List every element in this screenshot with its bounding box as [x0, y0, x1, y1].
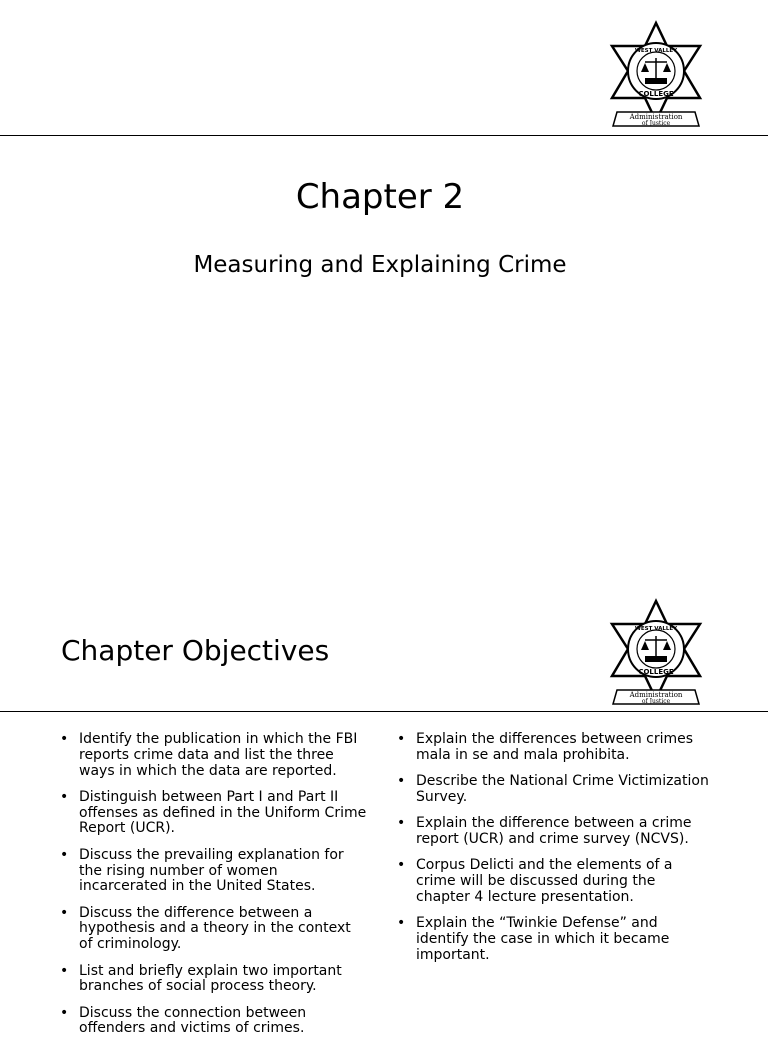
logo-bottom-text: COLLEGE	[638, 668, 674, 676]
objectives-slide	[0, 592, 768, 1037]
bullet: •	[397, 731, 406, 747]
logo-banner-line2: of Justice	[641, 120, 671, 127]
objective-text: Describe the National Crime Victimization Survey.	[416, 773, 709, 805]
bullet: •	[60, 962, 69, 979]
objective-item	[60, 848, 368, 895]
objectives-left-column	[60, 732, 368, 1048]
bullet: •	[60, 1004, 69, 1021]
slide-title: Chapter Objectives	[61, 634, 330, 667]
objective-text: Identify the publication in which the FBI reports crime data and list the three ways in which the data are reported.	[79, 731, 358, 779]
objective-text: Explain the difference between a crime report (UCR) and crime survey (NCVS).	[416, 815, 692, 847]
bullet: •	[397, 815, 406, 832]
objective-text: Distinguish between Part I and Part II offenses as defined in the Uniform Crime Report (UCR).	[79, 788, 367, 837]
objective-item	[60, 1006, 368, 1038]
west-valley-college-badge-icon	[607, 598, 705, 710]
bullet: •	[397, 773, 406, 790]
objective-text: Discuss the prevailing explanation for the rising number of women incarcerated in the United States.	[79, 846, 344, 895]
objective-item	[397, 774, 712, 806]
logo-banner-line1: Administration	[629, 113, 683, 121]
objective-item	[397, 732, 712, 764]
logo-top-text: WEST VALLEY	[634, 48, 678, 54]
objective-item	[397, 858, 712, 905]
objective-item	[397, 916, 712, 963]
objective-text: Corpus Delicti and the elements of a crime will be discussed during the chapter 4 lecture presentation.	[416, 857, 673, 905]
bullet: •	[397, 915, 406, 932]
objective-text: Explain the differences between crimes mala in se and mala prohibita.	[416, 731, 694, 763]
header-divider	[0, 711, 768, 712]
west-valley-college-badge-icon	[607, 20, 705, 132]
objectives-right-column	[397, 732, 712, 974]
objective-item	[60, 790, 368, 837]
college-logo	[607, 20, 705, 132]
logo-banner-line1: Administration	[629, 691, 683, 699]
slide-subtitle: Measuring and Explaining Crime	[193, 252, 567, 278]
logo-bottom-text: COLLEGE	[638, 90, 674, 98]
objective-item	[60, 964, 368, 996]
objective-text: Discuss the difference between a hypothesis and a theory in the context of criminology.	[79, 904, 351, 953]
bullet: •	[60, 904, 69, 921]
slide-title: Chapter 2	[295, 177, 465, 217]
logo-top-text: WEST VALLEY	[634, 626, 678, 632]
objective-text: List and briefly explain two important branches of social process theory.	[79, 962, 342, 995]
bullet: •	[60, 731, 69, 747]
bullet: •	[397, 857, 406, 874]
objective-text: Explain the “Twinkie Defense” and identify the case in which it became important.	[416, 915, 670, 963]
bullet: •	[60, 846, 69, 863]
bullet: •	[60, 788, 69, 805]
header-divider	[0, 135, 768, 136]
objective-item	[397, 816, 712, 848]
logo-banner-line2: of Justice	[641, 698, 671, 705]
objective-text: Discuss the connection between offenders and victims of crimes.	[79, 1004, 307, 1037]
objective-item	[60, 906, 368, 953]
objective-item	[60, 732, 368, 779]
college-logo	[607, 598, 705, 710]
